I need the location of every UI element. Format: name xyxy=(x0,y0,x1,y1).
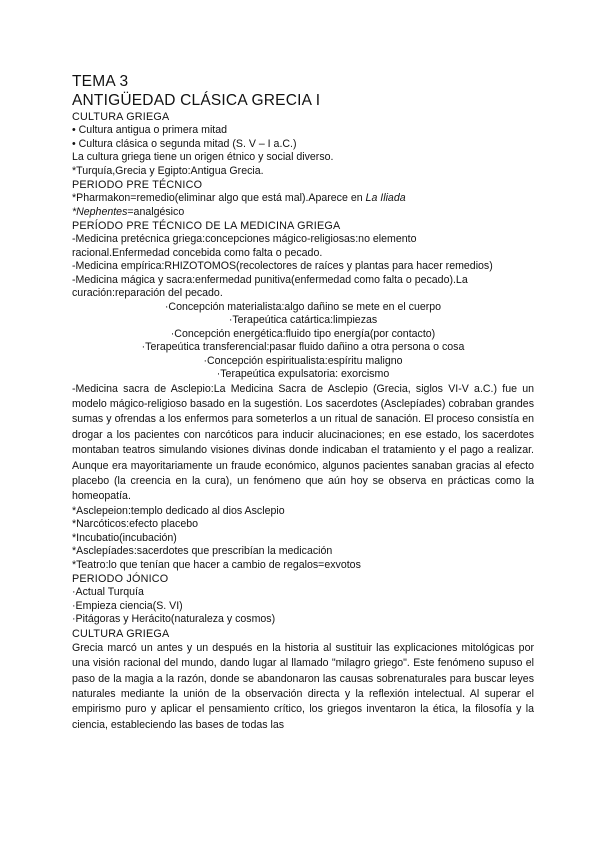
section-heading-cultura-griega-2: CULTURA GRIEGA xyxy=(72,627,170,640)
centered-concept-line: ·Concepción energética:fluido tipo energía(por contacto) xyxy=(170,327,436,340)
nephentes-definition: =analgésico xyxy=(127,205,185,218)
definition-line: *Teatro:lo que tenían que hacer a cambio de regalos=exvotos xyxy=(72,558,361,571)
text-line: racional.Enfermedad concebida como falta o pecado. xyxy=(72,246,323,259)
centered-concept-line: ·Concepción materialista:algo dañino se mete en el cuerpo xyxy=(164,300,442,313)
section-heading-periodo-jonico: PERIODO JÓNICO xyxy=(72,573,169,586)
text-line: -Medicina pretécnica griega:concepciones mágico-religiosas:no elemento xyxy=(72,233,417,245)
section-heading-pre-tecnico: PERIODO PRE TÉCNICO xyxy=(72,179,203,191)
document-body xyxy=(72,72,534,733)
definition-line: *Asclepeion:templo dedicado al dios Asclepio xyxy=(72,504,285,517)
centered-concept-line: ·Terapeútica expulsatoria: exorcismo xyxy=(216,368,390,380)
asclepio-paragraph: -Medicina sacra de Asclepio:La Medicina Sacra de Asclepio (Grecia, siglos VI-V a.C.) fue un modelo mágico-religioso basado en la sugestión. Los sacerdotes (Asclepíades) cobraban grandes sumas y ofrendas a los enfermos para someterlos a un ritual de sanación. El proceso consistía en drogar a los pacientes con narcóticos para inducir alucinaciones; en ese estado, los sacerdotes montaban teatros simulando visiones divinas donde indicaban el tratamiento y el pago a realizar. Aunque era mayoritariamente un fraude económico, algunos pacientes sanaban gracias al efecto placebo (la creencia en la cura), un fenómeno que aún hoy se observa en prácticas como la homeopatía. xyxy=(72,382,534,503)
topic-number: TEMA 3 xyxy=(72,73,129,90)
list-item: ·Empieza ciencia(S. VI) xyxy=(72,599,183,612)
definition-line: *Incubatio(incubación) xyxy=(72,531,177,544)
text-line: -Medicina mágica y sacra:enfermedad punitiva(enfermedad como falta o pecado).La xyxy=(72,273,468,286)
text-line-nephentes xyxy=(72,206,534,220)
text-line: -Medicina empírica:RHIZOTOMOS(recolectores de raíces y plantas para hacer remedios) xyxy=(72,260,493,272)
definition-line: *Narcóticos:efecto placebo xyxy=(72,518,199,531)
nephentes-term: *Nephentes xyxy=(72,205,128,218)
bullet-line: • Cultura antigua o primera mitad xyxy=(72,124,228,136)
section-heading-medicina-griega: PERÍODO PRE TÉCNICO DE LA MEDICINA GRIEGA xyxy=(72,220,341,232)
centered-concept-line: ·Terapeútica transferencial:pasar fluido dañino a otra persona o cosa xyxy=(141,341,465,353)
list-item: ·Pitágoras y Herácito(naturaleza y cosmos) xyxy=(72,613,276,626)
section-heading-cultura-griega: CULTURA GRIEGA xyxy=(72,111,170,123)
bullet-line: • Cultura clásica o segunda mitad (S. V – I a.C.) xyxy=(72,137,297,150)
document-title: ANTIGÜEDAD CLÁSICA GRECIA I xyxy=(72,92,321,109)
text-line: *Turquía,Grecia y Egipto:Antigua Grecia. xyxy=(72,164,264,177)
list-item: ·Actual Turquía xyxy=(72,586,144,599)
text-line-pharmakon xyxy=(72,192,534,206)
pharmakon-text: *Pharmakon=remedio(eliminar algo que está mal).Aparece en xyxy=(72,192,366,204)
text-line: La cultura griega tiene un origen étnico y social diverso. xyxy=(72,151,334,163)
centered-concept-line: ·Terapeútica catártica:limpiezas xyxy=(228,314,378,326)
milagro-griego-paragraph: Grecia marcó un antes y un después en la historia al sustituir las explicaciones mitológicas por una visión racional del mundo, dando lugar al llamado "milagro griego". Este fenómeno supuso el paso de la magia a la razón, donde se abandonaron las causas sobrenaturales para buscar leyes naturales mediante la unión de la observación directa y la reflexión intelectual. Al superar el empirismo puro y aplicar el pensamiento crítico, los griegos inventaron la ética, la filosofía y la ciencia, estableciendo las bases de todas las xyxy=(72,641,534,731)
definition-line: *Asclepíades:sacerdotes que prescribían la medicación xyxy=(72,545,333,558)
centered-concept-line: ·Concepción espiritualista:espíritu maligno xyxy=(203,354,403,367)
iliada-title: La Iliada xyxy=(365,192,406,204)
text-line: curación:reparación del pecado. xyxy=(72,287,223,299)
